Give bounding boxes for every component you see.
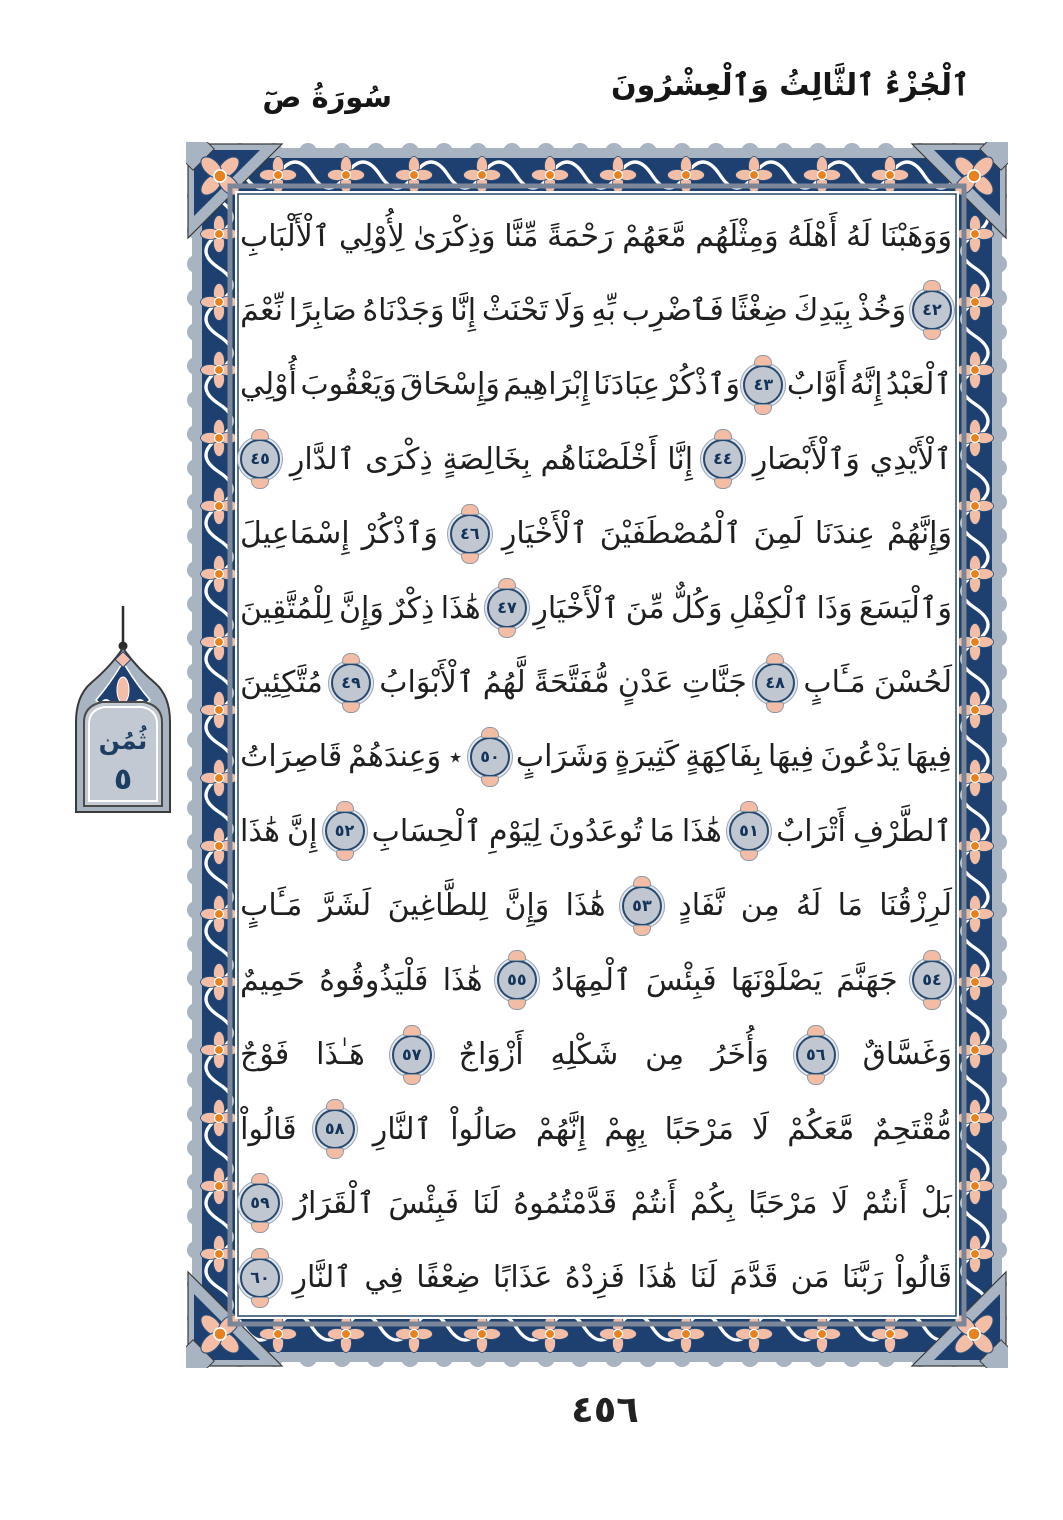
quran-word: فَبِئْسَ [645,962,717,998]
quran-word: قَالُواْ [240,1111,297,1147]
quran-word: مَا [649,813,675,849]
quran-word: هَـٰذَا [316,1037,365,1073]
quran-word: إِبْرَاهِيمَ [503,367,590,403]
quran-word: ٱلْعَبْدُ [886,367,952,403]
quran-word: جَنَّاتِ [681,665,747,701]
quran-word: عَذَابًا [492,1260,553,1296]
quran-word: أَنتُمْ [861,1185,908,1221]
quran-word: تَحْنَثْ [481,292,549,328]
quran-word: لَنَا [689,1260,718,1296]
quran-word: إِسْمَاعِيلَ [240,516,350,552]
quran-word: ٱلْقَرَارُ [293,1185,375,1221]
quran-word: ٱلنَّارِ [372,1111,433,1147]
quran-word: ٱلْمِهَادُ [551,962,632,998]
quran-word: وَغَسَّاقٌ [862,1037,952,1073]
quran-word: مَّعَكُمْ [787,1111,855,1147]
quran-word: وَإِسْحَاقَ [400,367,500,403]
quran-word: أَتْرَابٌ [776,813,846,849]
quran-word: قَدَّمَ [729,1260,779,1296]
ayah-number-marker: ٥٩ [240,1183,280,1223]
quran-word: وَٱذْكُرْ [663,367,740,403]
quran-word: ٱلْأَخْيَارِ [533,590,620,626]
quran-word: بِخَالِصَةٍ [442,441,531,477]
quran-word: عِندَنَا [814,516,876,552]
quran-word: وَٱذْكُرْ [361,516,438,552]
quran-word: ضِعْفًا [416,1260,481,1296]
ayah-number-marker: ٤٧ [487,588,527,628]
quran-word: إِنَّهُمْ [535,1111,587,1147]
juz-title: ٱلْجُزْءُ ٱلثَّالِثُ وَٱلْعِشْرُونَ [611,68,970,103]
quran-line [240,721,952,793]
quran-word: وَذِكْرَىٰ [413,218,496,254]
quran-word: ٱلدَّارِ [289,441,356,477]
quran-line [240,274,952,346]
quran-word: أَزْوَاجٌ [458,1037,524,1073]
ayah-number-marker: ٥٧ [392,1035,432,1075]
quran-word: لِلطَّاغِينَ [387,888,488,924]
quran-word: مَـَٔابٍ [240,888,303,924]
quran-word: يَدْعُونَ [820,739,900,775]
quran-word: هَٰذَا [681,813,722,849]
quran-word: مَّعَهُمْ [622,218,687,254]
quran-word: رَبَّنَا [842,1260,884,1296]
quran-word: مَن [790,1260,830,1296]
quran-word: ذِكْرَى [365,441,433,477]
quran-word: لَشَرَّ [318,888,372,924]
quran-word: فَزِدْهُ [564,1260,625,1296]
ayah-number-marker: ٤٩ [331,663,371,703]
ayah-number-marker: ٥٠ [470,737,510,777]
quran-line [240,944,952,1016]
quran-word: ٱلْأَخْيَارِ [501,516,588,552]
quran-word: بِيَدِكَ [793,292,852,328]
quran-word: لَّهُمُ [482,665,526,701]
quran-word: جَهَنَّمَ [836,962,898,998]
quran-word: مُّفَتَّحَةً [533,665,610,701]
quran-word: مُّقْتَحِمٌ [872,1111,952,1147]
quran-word: فَلْيَذُوقُوهُ [319,962,429,998]
quran-word: لِيَوْمِ [489,813,542,849]
quran-word: وَوَهَبْنَا [879,218,952,254]
ayah-number-marker: ٤٨ [755,663,795,703]
quran-word: بِّهِ [591,292,616,328]
quran-word: لَحُسْنَ [873,665,952,701]
quran-word: وَخُذْ [857,292,907,328]
thumn-label: ثُمُن [98,726,148,755]
quran-word: ٱلْكِفْلِ [728,590,811,626]
quran-word: فِيهَا [767,739,815,775]
quran-word: لَمِنَ [753,516,803,552]
quran-word: بَلْ [920,1185,952,1221]
quran-word: لَنَا [472,1185,500,1221]
quran-word: قَالُواْ [895,1260,952,1296]
quran-word: وَذَا [816,590,853,626]
quran-word: ذِكْرٌ [390,590,435,626]
quran-word: وَشَرَابٍ [515,739,609,775]
quran-word: وَٱلْيَسَعَ [859,590,952,626]
quran-text-block [236,198,956,1316]
quran-line [240,870,952,942]
quran-word: وَكُلٌّ [671,590,723,626]
quran-word: شَكْلِهِ [550,1037,619,1073]
ayah-number-marker: ٤٢ [912,290,952,330]
ayah-number-marker: ٥٦ [796,1035,836,1075]
quran-word: نِّعْمَ [240,292,283,328]
quran-word: صَالُواْ [450,1111,518,1147]
quran-word: عِبَادَنَا [593,367,661,403]
quran-word: إِنَّهُ [849,367,883,403]
quran-word: وَأُخَرُ [710,1037,769,1073]
quran-line [240,795,952,867]
quran-word: فَوْجٌ [240,1037,290,1073]
ayah-number-marker: ٥٤ [912,960,952,1000]
quran-word: ٱلْأَبْوَابُ [379,665,475,701]
quran-word: مُتَّكِئِينَ [240,665,323,701]
quran-line [240,1093,952,1165]
quran-word: قَدَّمْتُمُوهُ [513,1185,618,1221]
quran-word: ٱلنَّارِ [292,1260,352,1296]
ayah-number-marker: ٥٢ [325,811,365,851]
quran-word: ٱلْأَيْدِي [869,441,952,477]
quran-word: فِيهَا [905,739,952,775]
quran-word: لَهُ [796,888,822,924]
ayah-number-marker: ٥٣ [622,886,662,926]
quran-word: وَإِنَّ [504,888,550,924]
quran-word: مِّنَ [625,590,665,626]
ayah-number-marker: ٥٨ [315,1109,355,1149]
quran-word: مَرْحَبًا [664,1111,734,1147]
ayah-number-marker: ٦٠ [240,1258,280,1298]
quran-word: فِي [364,1260,404,1296]
quran-line [240,1242,952,1314]
quran-word: هَٰذَا [565,888,606,924]
quran-word: ٱلْحِسَابِ [371,813,482,849]
quran-word: وَٱلْأَبْصَارِ [752,441,860,477]
quran-word: لَهُ [846,218,872,254]
quran-word: وَلَا [553,292,586,328]
quran-line [240,1167,952,1239]
quran-word: وَمِثْلَهُم [695,218,779,254]
quran-word: أَوَّابٌ [786,367,847,403]
quran-word: لَرِزْقُنَا [879,888,952,924]
quran-word: كَثِيرَةٍ [614,739,680,775]
quran-line [240,572,952,644]
quran-word: وَجَدْنَاهُ [362,292,445,328]
quran-word: وَعِندَهُمْ [348,739,442,775]
thumn-number: ٥ [113,762,133,797]
quran-word: مَا [837,888,863,924]
quran-word: إِنَّا [667,441,694,477]
ayah-number-marker: ٤٥ [240,439,280,479]
ayah-number-marker: ٤٣ [743,365,783,405]
quran-word: فَبِئْسَ [388,1185,460,1221]
quran-line [240,647,952,719]
page-number: ٤٥٦ [571,1388,639,1431]
quran-word: هَٰذَا [240,813,280,849]
quran-word: هَٰذَا [440,590,481,626]
quran-word: لِأُوْلِي [338,218,405,254]
ayah-number-marker: ٤٤ [703,439,743,479]
hizb-star-icon: ٭ [448,742,463,771]
quran-word: يَصْلَوْنَهَا [730,962,822,998]
quran-word: لَا [831,1185,849,1221]
quran-word: عَدْنٍ [617,665,674,701]
quran-word: فَٱضْرِب [621,292,724,328]
quran-word: مِّنَّا [504,218,539,254]
quran-line [240,200,952,272]
ayah-number-marker: ٤٦ [450,514,490,554]
quran-word: بِفَاكِهَةٍ [685,739,762,775]
quran-word: إِنَّ [287,813,318,849]
quran-word: ٱلطَّرْفِ [853,813,952,849]
quran-word: هَٰذَا [442,962,483,998]
quran-word: ضِغْثًا [729,292,788,328]
ayah-number-marker: ٥٥ [497,960,537,1000]
quran-word: وَيَعْقُوبَ [300,367,397,403]
quran-word: أَخْلَصْنَاهُم [540,441,658,477]
quran-word: أُوْلِي [240,367,297,403]
quran-word: لَا [752,1111,770,1147]
quran-word: تُوعَدُونَ [548,813,643,849]
quran-word: ٱلْمُصْطَفَيْنَ [599,516,742,552]
quran-line [240,423,952,495]
quran-word: مَرْحَبًا [748,1185,818,1221]
quran-word: وَإِنَّ [338,590,384,626]
quran-word: رَحْمَةً [547,218,614,254]
quran-word: مَـَٔابٍ [803,665,866,701]
quran-line [240,498,952,570]
quran-word: إِنَّا [450,292,477,328]
quran-word: حَمِيمٌ [240,962,305,998]
quran-word: مِن [645,1037,685,1073]
quran-word: قَاصِرَاتُ [240,739,343,775]
quran-word: مِن [740,888,780,924]
thumn-margin-marker [66,600,180,820]
quran-word: بِكُمْ [689,1185,735,1221]
quran-word: لِلْمُتَّقِينَ [240,590,333,626]
quran-line [240,1019,952,1091]
quran-word: أَنتُمْ [630,1185,677,1221]
quran-word: هَٰذَا [637,1260,678,1296]
quran-word: ٱلْأَلْبَابِ [240,218,331,254]
quran-word: نَّفَادٍ [678,888,725,924]
ayah-number-marker: ٥١ [729,811,769,851]
quran-line [240,349,952,421]
quran-word: أَهْلَهُ [787,218,838,254]
quran-word: بِهِمْ [604,1111,647,1147]
surah-title: سُورَةُ صٓ [262,80,392,114]
quran-word: وَإِنَّهُمْ [887,516,952,552]
quran-word: صَابِرًا [288,292,357,328]
